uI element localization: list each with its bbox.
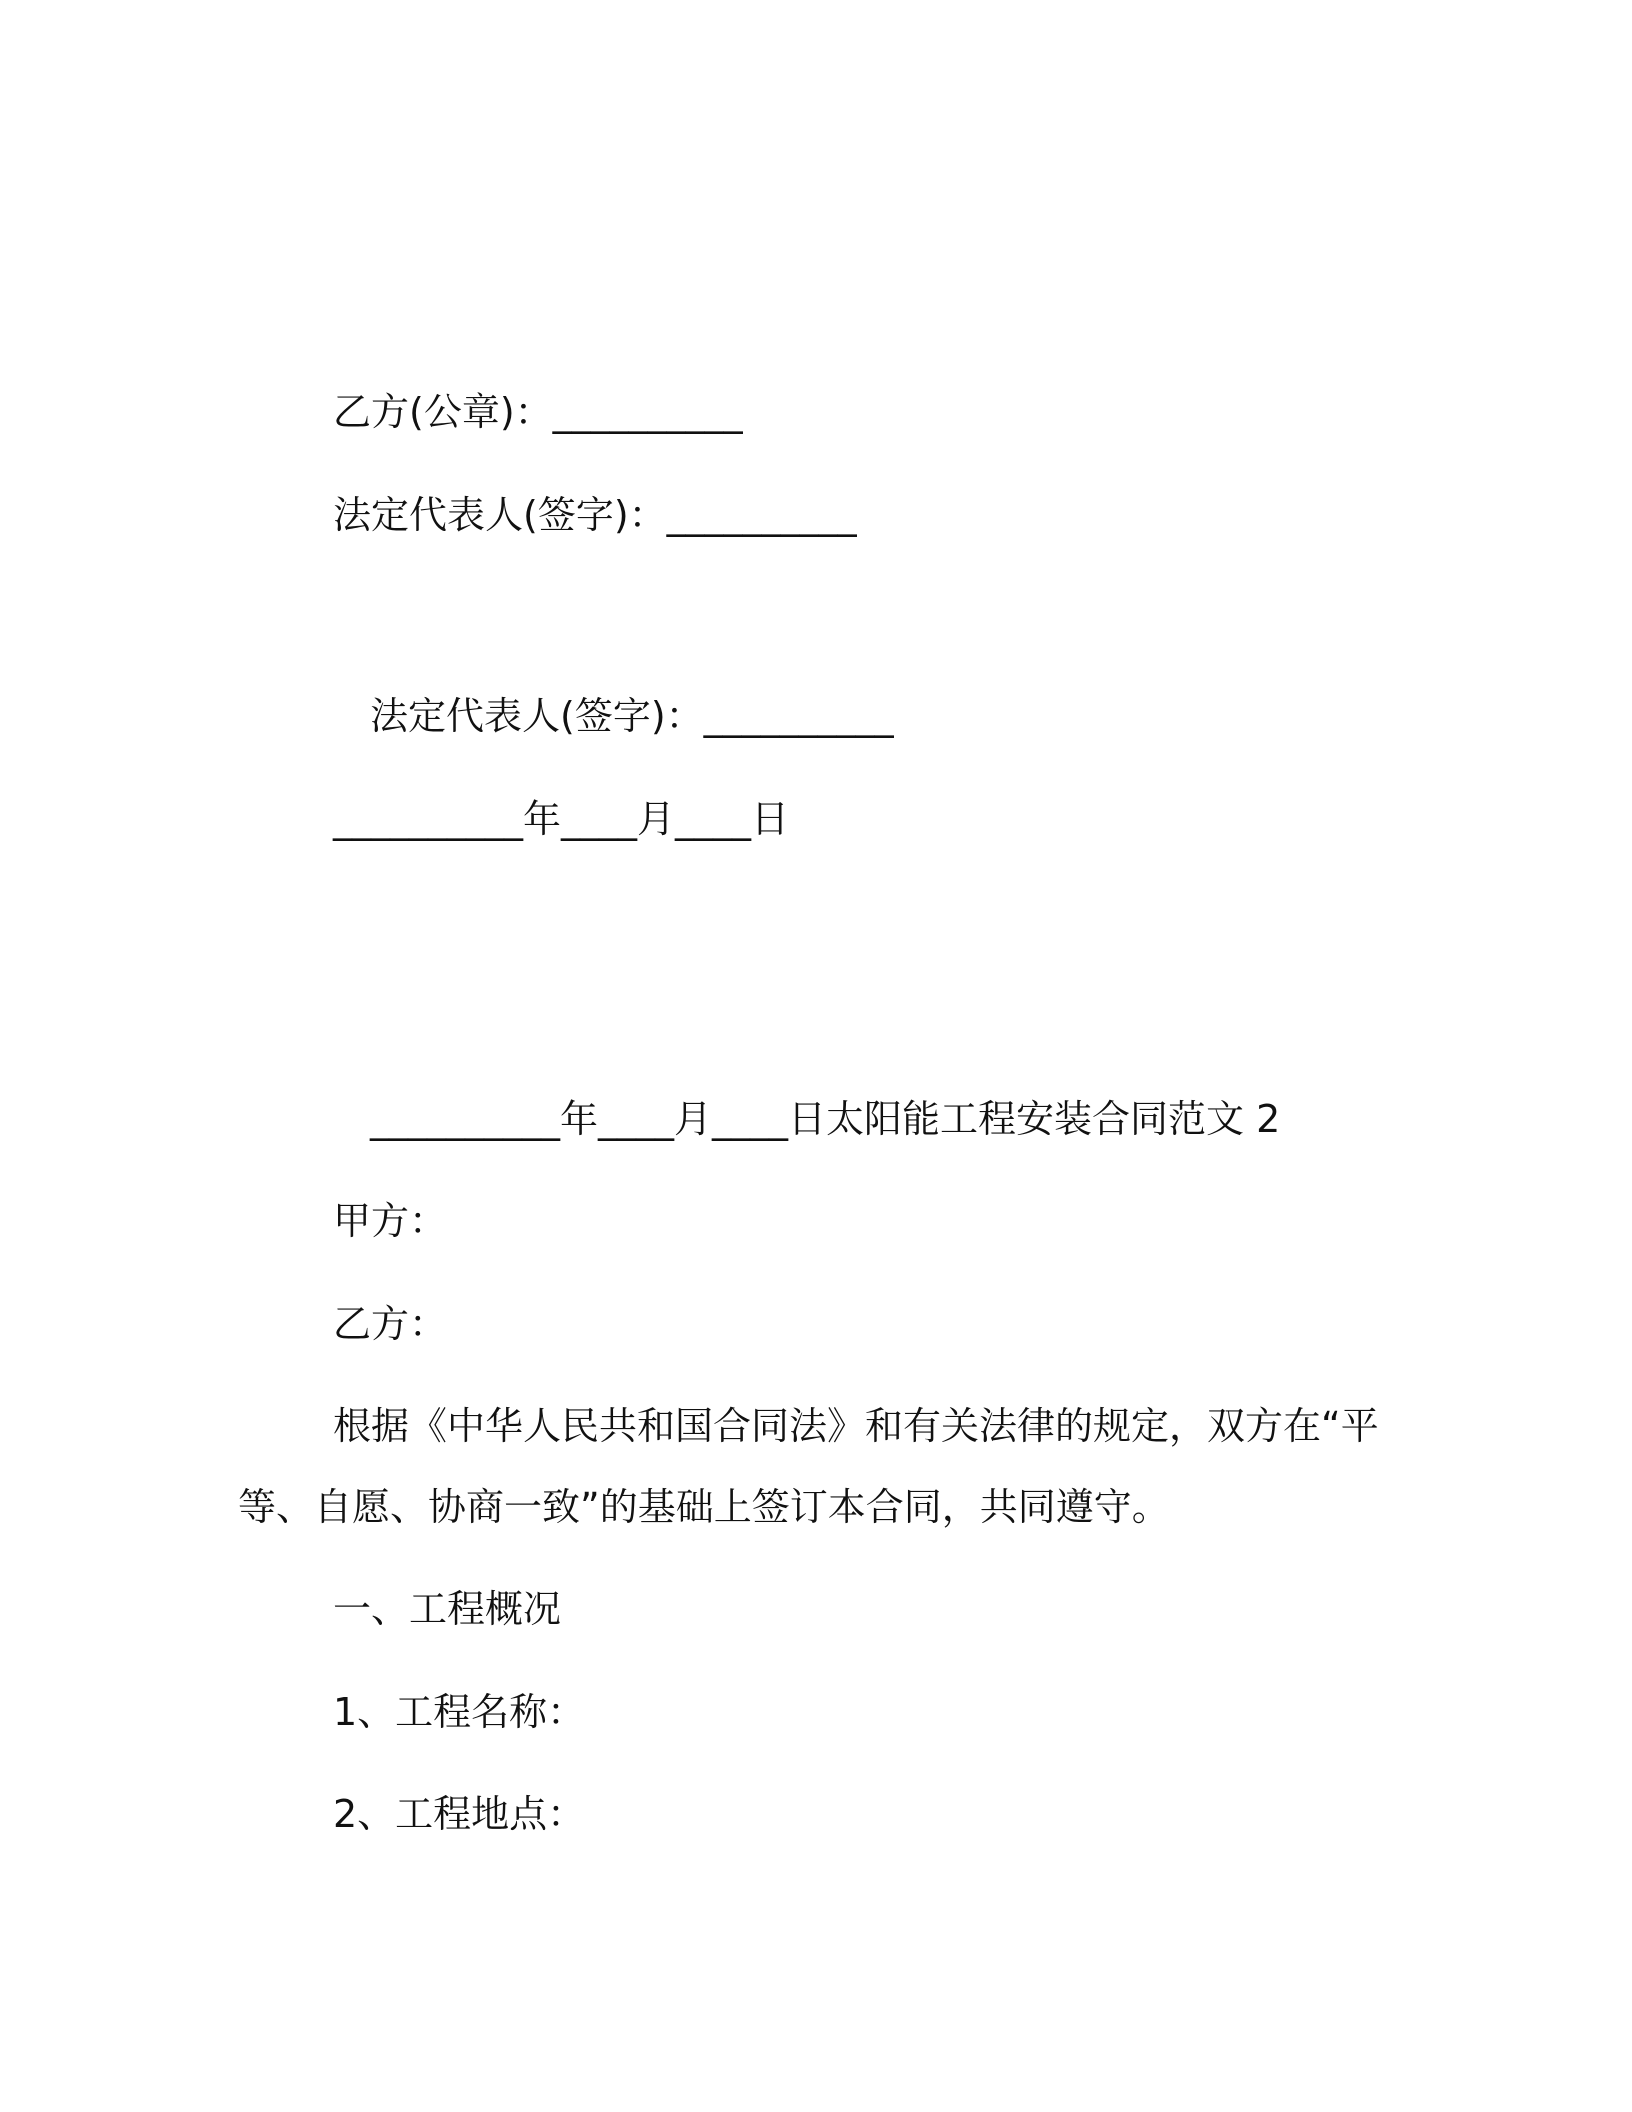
section-heading: 一、工程概况	[333, 1587, 562, 1631]
contract-title-line: __________年____月____日太阳能工程安装合同范文 2	[370, 1097, 1281, 1141]
paragraph-line-2: 等、自愿、协商一致”的基础上签订本合同，共同遵守。	[238, 1485, 1170, 1529]
legal-representative-signature-line: 法定代表人(签字)：__________	[333, 493, 857, 537]
party-b-label: 乙方：	[333, 1302, 448, 1346]
date-line: __________年____月____日	[333, 797, 790, 841]
paragraph-line-1: 根据《中华人民共和国合同法》和有关法律的规定，双方在“平	[333, 1404, 1379, 1448]
project-name-item: 1、工程名称：	[333, 1690, 586, 1734]
project-location-item: 2、工程地点：	[333, 1792, 586, 1836]
party-a-label: 甲方：	[333, 1199, 448, 1243]
legal-representative-signature-line-2: 法定代表人(签字)：__________	[370, 694, 894, 738]
party-b-seal-line: 乙方(公章)：__________	[333, 390, 743, 434]
